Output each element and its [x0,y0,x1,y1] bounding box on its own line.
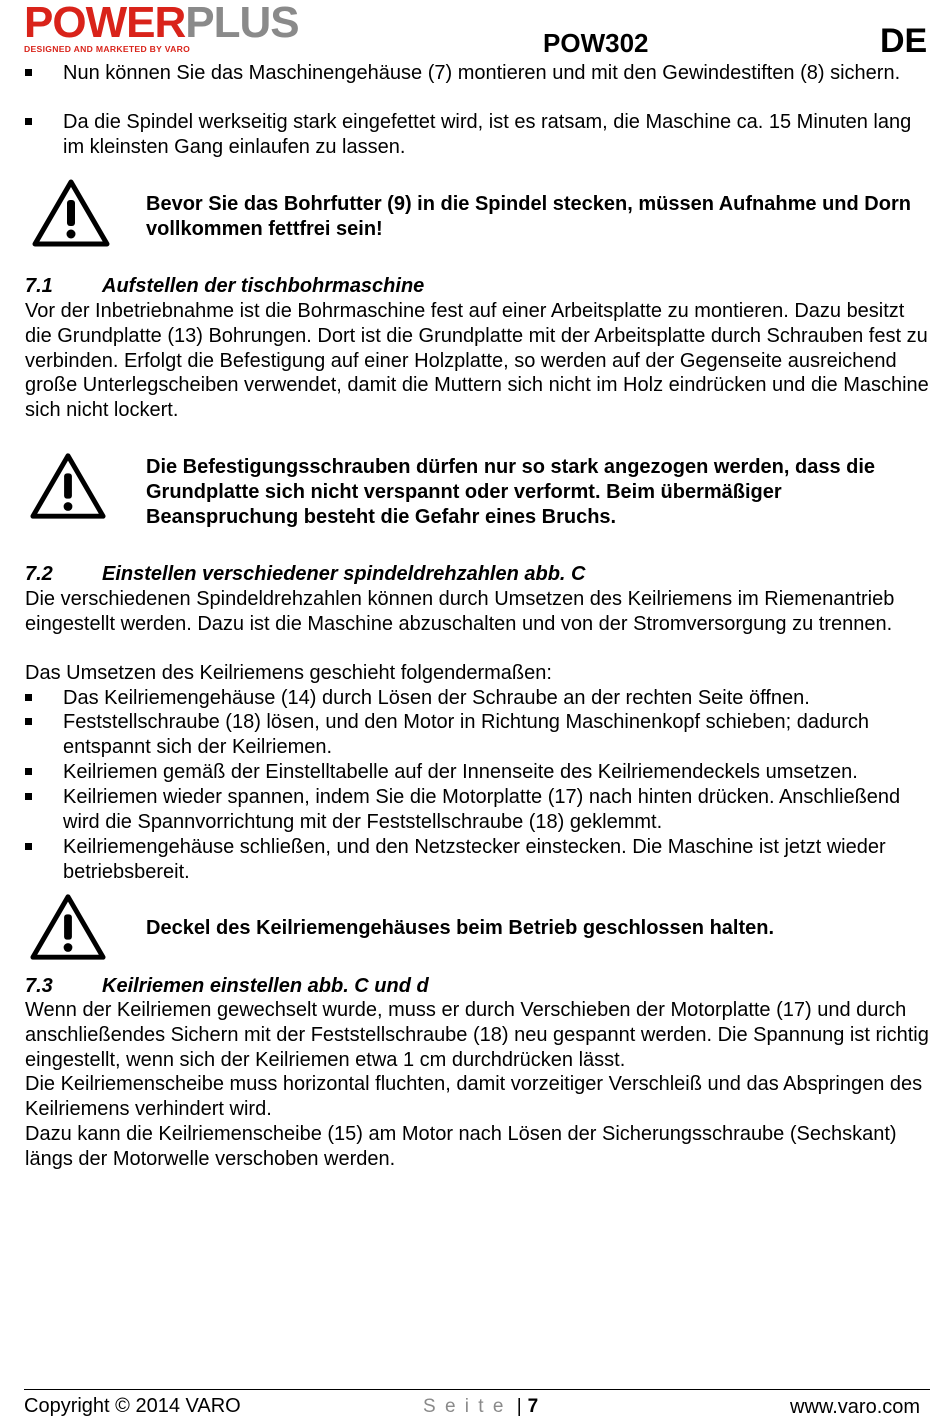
bullet-text: Das Keilriemengehäuse (14) durch Lösen der Schraube an der rechten Seite öffnen. [63,687,810,709]
bullet-marker [25,843,32,850]
bullet-text: Keilriemen gemäß der Einstelltabelle auf der Innenseite des Keilriemendeckels umsetzen. [63,761,858,783]
section-heading [25,274,424,298]
section-title: Keilriemen einstellen abb. C und d [102,975,429,997]
warning-triangle-icon [31,178,111,248]
section-body: Wenn der Keilriemen gewechselt wurde, muss er durch Verschieben der Motorplatte (17) und durch anschließendes Sichern mit der Feststellschraube (18) neu gespannt werden. Die Spannung ist richtig eingestellt, wenn sich der Keilriemen etwa 1 cm durchdrücken lässt. [25,999,929,1071]
warning-triangle-icon [29,892,107,962]
bullet-text: Keilriemen wieder spannen, indem Sie die Motorplatte (17) nach hinten drücken. Anschließend wird die Spannvorrichtung mit der Feststellschraube (18) geklemmt. [63,786,901,833]
model-number: POW302 [543,28,649,58]
section-number: 7.2 [25,563,53,585]
bullet-marker [25,69,32,76]
bullet-marker [25,118,32,125]
section-number: 7.3 [25,975,53,997]
page-label: S e i t e [423,1396,506,1417]
footer-website[interactable]: www.varo.com [790,1396,921,1418]
logo-tagline: DESIGNED AND MARKETED BY VARO [24,44,191,54]
section-body: Die Keilriemenscheibe muss horizontal fluchten, damit vorzeitiger Verschleiß und das Abspringen des Keilriemens verhindert wird. [25,1073,923,1120]
warning-triangle-icon [29,451,107,521]
footer-page [423,1395,538,1419]
bullet-marker [25,768,32,775]
section-body: Die verschiedenen Spindeldrehzahlen können durch Umsetzen des Keilriemens im Riemenantrieb eingestellt werden. Dazu ist die Maschine abzuschalten und von der Stromversorgung zu trennen. [25,588,895,635]
brand-logo [24,2,394,54]
section-heading [25,562,585,586]
bullet-text: Nun können Sie das Maschinengehäuse (7) montieren und mit den Gewindestiften (8) sichern. [63,62,901,84]
section-heading [25,974,429,998]
bullet-marker [25,793,32,800]
section-number: 7.1 [25,275,53,297]
section-title: Einstellen verschiedener spindeldrehzahlen abb. C [102,563,586,585]
bullet-text: Feststellschraube (18) lösen, und den Motor in Richtung Maschinenkopf schieben; dadurch entspannt sich der Keilriemen. [63,711,870,758]
page-number: 7 [527,1396,539,1417]
bullet-marker [25,718,32,725]
footer-divider [24,1389,930,1390]
bullet-text: Keilriemengehäuse schließen, und den Netzstecker einstecken. Die Maschine ist jetzt wieder betriebsbereit. [63,836,886,883]
warning-text: Bevor Sie das Bohrfutter (9) in die Spindel stecken, müssen Aufnahme und Dorn vollkommen fettfrei sein! [146,193,911,240]
bullet-marker [25,694,32,701]
section-body: Dazu kann die Keilriemenscheibe (15) am Motor nach Lösen der Sicherungsschraube (Sechskant) längs der Motorwelle verschoben werden. [25,1123,897,1170]
page-separator: | [516,1396,522,1417]
footer-copyright: Copyright © 2014 VARO [24,1395,241,1417]
bullet-text: Da die Spindel werkseitig stark eingefettet wird, ist es ratsam, die Maschine ca. 15 Minuten lang im kleinsten Gang einlaufen zu lassen. [63,111,912,158]
language-code: DE [880,22,928,60]
section-title: Aufstellen der tischbohrmaschine [102,275,425,297]
logo-power: POWER [24,0,186,47]
warning-text: Die Befestigungsschrauben dürfen nur so stark angezogen werden, dass die Grundplatte sich nicht verspannt oder verformt. Beim übermäßiger Beanspruchung besteht die Gefahr eines Bruchs. [146,456,876,528]
logo-plus: PLUS [185,0,299,47]
section-body: Vor der Inbetriebnahme ist die Bohrmaschine fest auf einer Arbeitsplatte zu montieren. Dazu besitzt die Grundplatte (13) Bohrungen. Dort ist die Grundplatte mit der Arbeitsplatte durch Schrauben fest zu verbinden. Erfolgt die Befestigung auf einer Holzplatte, so werden auf der Gegenseite ausreichend große Unterlegscheiben verwendet, damit die Muttern sich nicht im Holz eindrücken und die Maschine sich nicht lockert. [25,300,929,422]
section-body: Das Umsetzen des Keilriemens geschieht folgendermaßen: [25,662,552,684]
warning-text: Deckel des Keilriemengehäuses beim Betrieb geschlossen halten. [146,917,775,939]
